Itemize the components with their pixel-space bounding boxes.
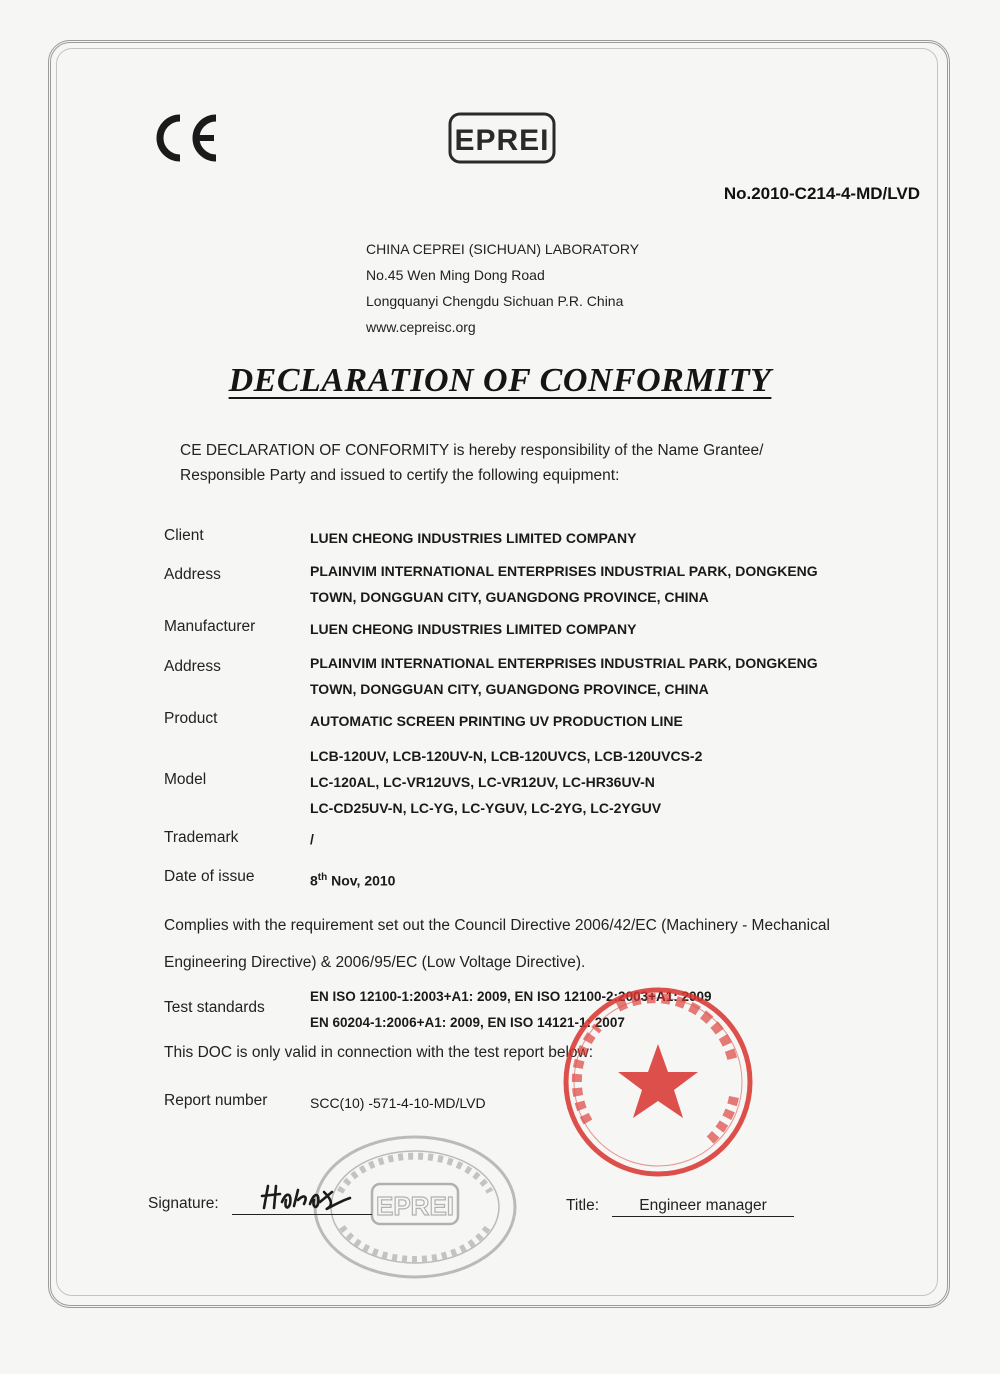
intro-line-1: CE DECLARATION OF CONFORMITY is hereby responsibility of the Name Grantee/ [180,442,764,459]
company-seal-stamp [558,982,758,1182]
client-value: LUEN CHEONG INDUSTRIES LIMITED COMPANY [310,530,637,546]
manufacturer-value: LUEN CHEONG INDUSTRIES LIMITED COMPANY [310,621,637,637]
laboratory-address-block [366,236,639,340]
address-2-line-2: TOWN, DONGGUAN CITY, GUANGDONG PROVINCE, CHINA [310,681,709,697]
complies-line-2: Engineering Directive) & 2006/95/EC (Low Voltage Directive). [164,954,586,971]
report-number-value: SCC(10) -571-4-10-MD/LVD [310,1095,486,1111]
model-line-1: LCB-120UV, LCB-120UV-N, LCB-120UVCS, LCB-120UVCS-2 [310,748,703,764]
address-2-value [310,650,818,702]
address-1-line-1: PLAINVIM INTERNATIONAL ENTERPRISES INDUSTRIAL PARK, DONGKENG [310,563,818,579]
product-value: AUTOMATIC SCREEN PRINTING UV PRODUCTION LINE [310,713,683,729]
date-day: 8 [310,872,318,889]
model-line-2: LC-120AL, LC-VR12UVS, LC-VR12UV, LC-HR36UV-N [310,774,655,790]
date-rest: Nov, 2010 [327,872,396,889]
trademark-value: / [310,831,314,847]
address-1-value [310,558,818,610]
date-suffix: th [317,872,328,883]
address-1-label: Address [164,566,221,583]
test-standards-line-2: EN 60204-1:2006+A1: 2009, EN ISO 14121-1: 2007 [310,1015,625,1030]
address-2-label: Address [164,658,221,675]
manufacturer-label: Manufacturer [164,618,256,635]
intro-line-2: Responsible Party and issued to certify the following equipment: [180,467,620,484]
laboratory-city: Longquanyi Chengdu Sichuan P.R. China [366,293,624,309]
ce-mark-logo [150,108,230,168]
model-line-3: LC-CD25UV-N, LC-YG, LC-YGUV, LC-2YG, LC-2YGUV [310,800,662,816]
handwritten-signature [258,1178,368,1218]
trademark-label: Trademark [164,829,239,846]
eprei-logo [446,108,558,170]
complies-line-1: Complies with the requirement set out the Council Directive 2006/42/EC (Machinery - Mechanical [164,917,830,934]
address-2-line-1: PLAINVIM INTERNATIONAL ENTERPRISES INDUSTRIAL PARK, DONGKENG [310,655,818,671]
signatory-title-label: Title: [566,1197,600,1214]
laboratory-name: CHINA CEPREI (SICHUAN) LABORATORY [366,241,640,257]
test-standards-line-1: EN ISO 12100-1:2003+A1: 2009, EN ISO 12100-2:2003+A1: 2009 [310,989,712,1004]
laboratory-street: No.45 Wen Ming Dong Road [366,267,545,283]
validity-note: This DOC is only valid in connection with the test report below: [164,1044,594,1061]
document-title: DECLARATION OF CONFORMITY [228,362,772,399]
model-label: Model [164,771,207,788]
signature-label: Signature: [148,1195,219,1212]
address-1-line-2: TOWN, DONGGUAN CITY, GUANGDONG PROVINCE, CHINA [310,589,709,605]
date-of-issue-label: Date of issue [164,868,255,885]
document-number: No.2010-C214-4-MD/LVD [723,184,920,203]
date-of-issue-value [310,865,395,894]
client-label: Client [164,527,204,544]
signatory-title-value: Engineer manager [612,1197,794,1217]
product-label: Product [164,710,218,727]
test-standards-label: Test standards [164,999,265,1016]
laboratory-website: www.cepreisc.org [366,319,476,335]
model-value [310,743,702,821]
eprei-logo-text: EPREI [454,124,550,157]
laboratory-seal-logo-text: EPREI [375,1191,455,1221]
intro-paragraph [180,438,900,488]
report-number-label: Report number [164,1092,268,1109]
signature-line [232,1214,372,1215]
